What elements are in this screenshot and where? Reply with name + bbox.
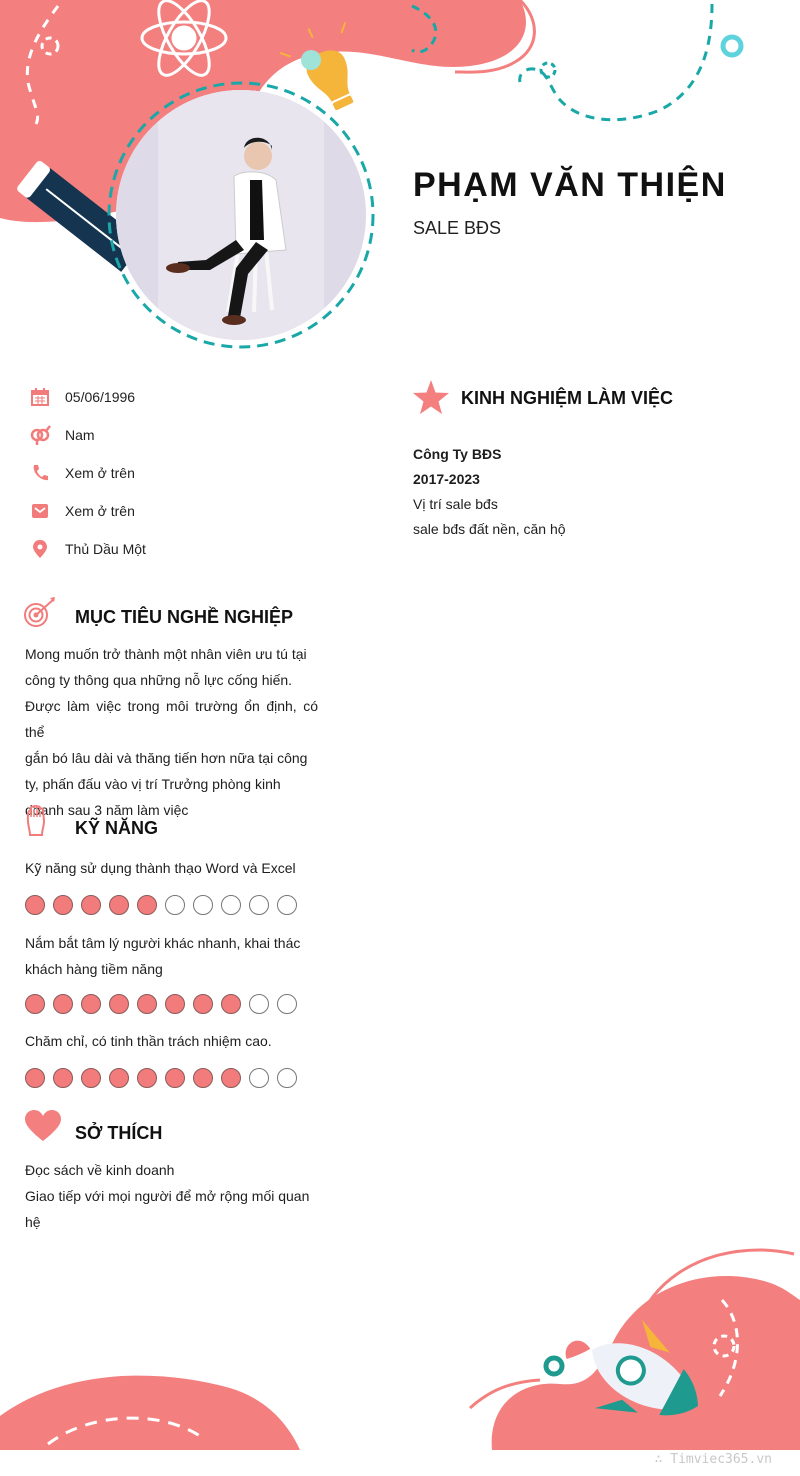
rating-dot (109, 994, 129, 1014)
rating-dot (277, 1068, 297, 1088)
objective-line: công ty thông qua những nỗ lực cống hiến. (25, 672, 293, 688)
calendar-icon (28, 385, 52, 409)
heart-icon (25, 1110, 61, 1147)
rating-dot (249, 1068, 269, 1088)
birthday-value: 05/06/1996 (65, 389, 136, 405)
rating-dot (277, 994, 297, 1014)
email-row (28, 499, 135, 523)
objective-line: Mong muốn trở thành một nhân viên ưu tú tại (25, 646, 307, 662)
skill-2-line: khách hàng tiềm năng (25, 961, 163, 977)
rating-dot (137, 994, 157, 1014)
rating-dot (193, 994, 213, 1014)
rating-dot (25, 994, 45, 1014)
rating-dot (109, 895, 129, 915)
hobbies-text (25, 1157, 318, 1235)
rating-dot (81, 994, 101, 1014)
hobby-line: Giao tiếp với mọi người để mở rộng mối quan (25, 1188, 310, 1204)
rating-dot (109, 1068, 129, 1088)
skill-3-rating (25, 1068, 297, 1088)
objective-text (25, 641, 318, 823)
profile-photo (116, 90, 366, 340)
rating-dot (165, 1068, 185, 1088)
email-value: Xem ở trên (65, 503, 135, 519)
phone-icon (28, 461, 52, 485)
rating-dot (249, 895, 269, 915)
rating-dot (81, 1068, 101, 1088)
experience-entry (413, 442, 773, 542)
rating-dot (193, 895, 213, 915)
job-description-line: sale bđs đất nền, căn hộ (413, 521, 566, 537)
company-name: Công Ty BĐS (413, 446, 502, 462)
objective-line: Được làm việc trong môi trường ổn định, có thể (25, 698, 318, 740)
hobby-line: hệ (25, 1214, 41, 1230)
skill-2-rating (25, 994, 297, 1014)
rating-dot (25, 1068, 45, 1088)
job-position: SALE BĐS (413, 218, 502, 238)
rating-dot (25, 895, 45, 915)
fist-icon (24, 805, 48, 842)
gender-row (28, 423, 95, 447)
skill-2-line: Nắm bắt tâm lý người khác nhanh, khai thác (25, 935, 301, 951)
objective-title: MỤC TIÊU NGHỀ NGHIỆP (75, 607, 294, 627)
watermark: ∴ Timviec365.vn (654, 1452, 772, 1467)
rating-dot (249, 994, 269, 1014)
rating-dot (221, 895, 241, 915)
rating-dot (53, 895, 73, 915)
address-value: Thủ Dầu Một (65, 541, 146, 557)
phone-row (28, 461, 135, 485)
rating-dot (221, 1068, 241, 1088)
gender-icon (28, 423, 52, 447)
address-row (28, 537, 146, 561)
rating-dot (53, 1068, 73, 1088)
skill-2-name (25, 930, 318, 982)
mail-icon (28, 499, 52, 523)
objective-line: ty, phấn đấu vào vị trí Trưởng phòng kinh (25, 776, 281, 792)
rating-dot (137, 895, 157, 915)
star-icon (413, 380, 449, 419)
skill-1-name: Kỹ năng sử dụng thành thạo Word và Excel (25, 860, 296, 876)
rating-dot (165, 994, 185, 1014)
rating-dot (277, 895, 297, 915)
job-description-line: Vị trí sale bđs (413, 496, 498, 512)
rating-dot (53, 994, 73, 1014)
rating-dot (137, 1068, 157, 1088)
objective-line: gắn bó lâu dài và thăng tiến hơn nữa tại công (25, 750, 308, 766)
skill-3-name: Chăm chỉ, có tinh thần trách nhiệm cao. (25, 1033, 272, 1049)
target-icon (24, 597, 58, 634)
location-pin-icon (28, 537, 52, 561)
rating-dot (165, 895, 185, 915)
hobby-line: Đọc sách về kinh doanh (25, 1162, 175, 1178)
rating-dot (221, 994, 241, 1014)
skill-1-rating (25, 895, 297, 915)
experience-title: KINH NGHIỆM LÀM VIỆC (461, 388, 674, 408)
phone-value: Xem ở trên (65, 465, 135, 481)
rating-dot (193, 1068, 213, 1088)
candidate-name: PHẠM VĂN THIỆN (413, 166, 727, 204)
gender-value: Nam (65, 427, 95, 443)
work-period: 2017-2023 (413, 471, 480, 487)
birthday-row (28, 385, 135, 409)
rating-dot (81, 895, 101, 915)
hobbies-title: SỞ THÍCH (75, 1123, 163, 1143)
skills-title: KỸ NĂNG (75, 818, 159, 838)
objective-line: doanh sau 3 năm làm việc (25, 802, 189, 818)
